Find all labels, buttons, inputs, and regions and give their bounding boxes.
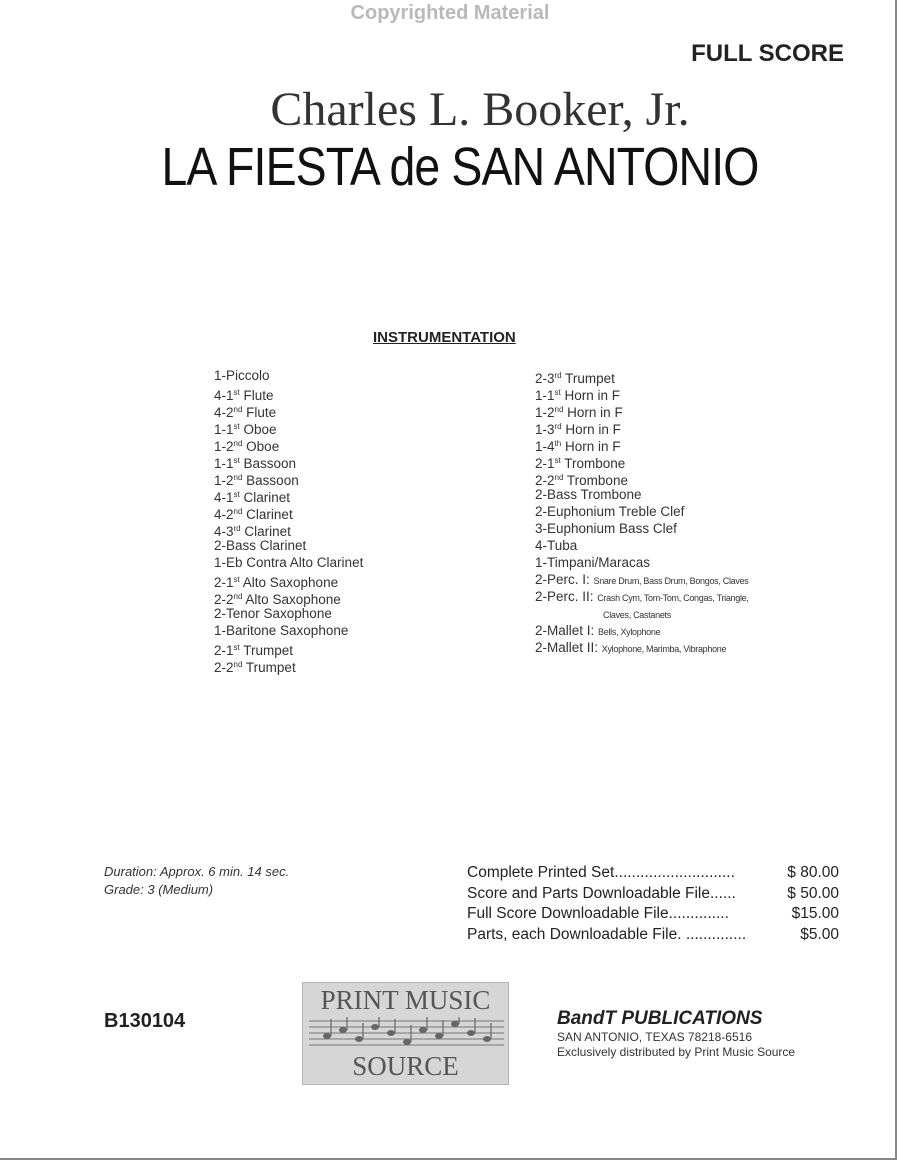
instrument-pre: 1-1	[535, 388, 555, 403]
instrument-sup: rd	[554, 422, 562, 431]
instrument-post: Trumpet	[561, 371, 615, 386]
instrument-sup: th	[554, 439, 562, 448]
publisher-address: SAN ANTONIO, TEXAS 78218-6516	[557, 1030, 752, 1044]
instrument-pre: 2-Bass Clarinet	[214, 538, 307, 553]
instrument-post: Alto Saxophone	[242, 592, 341, 607]
instrument-pre: 4-3	[214, 524, 234, 539]
instrument-pre: 1-Eb Contra Alto Clarinet	[214, 555, 364, 570]
instrument-sup: st	[233, 422, 240, 431]
instrument-sup: st	[233, 456, 240, 465]
instrument-pre: 1-1	[214, 456, 234, 471]
instrument-pre: 2-2	[214, 660, 234, 675]
price-label: Score and Parts Downloadable File......	[467, 884, 736, 902]
instrument-entry	[535, 469, 749, 486]
instrument-entry	[535, 486, 749, 503]
instrument-detail: Crash Cym, Tom-Tom, Congas, Triangle,	[597, 593, 749, 603]
instrument-sup: rd	[554, 371, 562, 380]
instrument-sup: nd	[233, 592, 243, 601]
instrument-entry	[214, 656, 363, 673]
instrument-pre: 2-3	[535, 371, 555, 386]
copyright-watermark: Copyrighted Material	[350, 2, 550, 24]
staff-lines-icon	[309, 1017, 504, 1051]
instrument-entry	[214, 605, 363, 622]
instrument-sup: nd	[554, 473, 564, 482]
instrument-detail: Snare Drum, Bass Drum, Bongos, Claves	[593, 576, 749, 586]
instrument-entry	[535, 367, 749, 384]
instrument-entry	[535, 639, 749, 656]
instrument-post: Horn in F	[560, 388, 621, 403]
price-list	[467, 863, 839, 945]
instrument-pre: 2-1	[535, 456, 555, 471]
score-title: LA FIESTA de SAN ANTONIO	[161, 137, 759, 197]
instrument-post: Horn in F	[561, 439, 621, 454]
print-music-source-logo	[302, 982, 509, 1085]
instrument-entry	[214, 384, 363, 401]
instrument-pre: 4-Tuba	[535, 538, 578, 553]
catalog-number: B130104	[104, 1010, 186, 1032]
instrument-entry	[214, 452, 363, 469]
instrumentation-left-column	[214, 367, 363, 673]
instrument-sup: rd	[233, 524, 241, 533]
instrument-entry	[214, 367, 363, 384]
instrument-post: Oboe	[239, 422, 277, 437]
instrument-sup: st	[233, 490, 240, 499]
instrument-sup: nd	[233, 507, 243, 516]
price-value: $15.00	[791, 905, 839, 922]
instrument-entry	[214, 435, 363, 452]
instrument-post: Trombone	[560, 456, 626, 471]
instrument-sup: nd	[233, 660, 243, 669]
instrument-entry	[535, 554, 749, 571]
instrument-entry	[535, 622, 749, 639]
instrument-entry	[535, 452, 749, 469]
instrument-pre: 1-Timpani/Maracas	[535, 555, 651, 570]
instrument-pre: 2-Perc. II:	[535, 589, 598, 604]
instrument-sup: st	[233, 643, 240, 652]
instrument-pre: 2-2	[214, 592, 234, 607]
publisher-block	[557, 1008, 795, 1060]
instrument-pre: 1-Piccolo	[214, 368, 270, 383]
instrument-sup: st	[233, 388, 240, 397]
logo-text-bottom: SOURCE	[352, 1051, 459, 1081]
instrument-post: Horn in F	[563, 405, 623, 420]
instrument-post: Flute	[239, 388, 274, 403]
instrument-post: Flute	[242, 405, 277, 420]
instrument-entry	[535, 384, 749, 401]
price-row	[467, 904, 839, 925]
publisher-name: BandT PUBLICATIONS	[557, 1008, 763, 1029]
instrumentation-right-column	[535, 367, 749, 656]
instrument-entry	[535, 520, 749, 537]
instrument-entry	[214, 401, 363, 418]
instrument-pre: 2-Euphonium Treble Clef	[535, 504, 685, 519]
instrument-pre: 3-Euphonium Bass Clef	[535, 521, 677, 536]
instrument-entry	[535, 588, 749, 605]
instrument-pre: 1-2	[214, 473, 234, 488]
instrument-entry	[535, 503, 749, 520]
price-value: $ 50.00	[787, 884, 839, 902]
score-info	[104, 863, 289, 899]
instrument-entry	[214, 503, 363, 520]
price-value: $5.00	[800, 925, 839, 943]
instrument-post: Bassoon	[242, 473, 299, 488]
instrument-pre: 1-4	[535, 439, 555, 454]
instrument-entry	[535, 418, 749, 435]
instrument-post: Clarinet	[242, 507, 293, 522]
instrument-sup: nd	[233, 473, 243, 482]
instrument-post: Clarinet	[240, 524, 291, 539]
instrument-sup: st	[554, 388, 561, 397]
instrument-entry	[214, 588, 363, 605]
instrument-pre: 2-1	[214, 643, 234, 658]
instrument-entry	[214, 639, 363, 656]
price-row	[467, 884, 839, 905]
instrument-post: Trumpet	[242, 660, 296, 675]
instrument-detail: Claves, Castanets	[603, 610, 671, 620]
price-value: $ 80.00	[787, 864, 839, 881]
instrument-pre: 1-Baritone Saxophone	[214, 623, 349, 638]
distribution-note: Exclusively distributed by Print Music Source	[557, 1045, 796, 1059]
instrument-sup: nd	[554, 405, 564, 414]
grade-text: Grade: 3 (Medium)	[104, 882, 214, 897]
instrument-post: Bassoon	[239, 456, 297, 471]
instrument-entry	[535, 401, 749, 418]
price-row	[467, 925, 839, 946]
instrument-post: Trombone	[563, 473, 628, 488]
instrument-post: Trumpet	[239, 643, 294, 658]
instrument-entry	[214, 571, 363, 588]
instrument-pre: 2-Bass Trombone	[535, 487, 642, 502]
instrument-entry	[214, 520, 363, 537]
instrument-entry	[535, 571, 749, 588]
instrument-pre: 4-1	[214, 388, 234, 403]
instrument-pre: 1-2	[214, 439, 234, 454]
instrument-sup: st	[554, 456, 561, 465]
instrument-pre: 2-2	[535, 473, 555, 488]
instrument-entry	[214, 469, 363, 486]
instrument-pre: 1-1	[214, 422, 234, 437]
instrument-sup: st	[233, 575, 240, 584]
instrument-entry	[535, 435, 749, 452]
instrument-pre: 1-3	[535, 422, 555, 437]
price-row	[467, 863, 839, 884]
full-score-label: FULL SCORE	[691, 40, 844, 67]
instrument-pre: 2-Mallet II:	[535, 640, 602, 655]
instrument-pre: 2-Mallet I:	[535, 623, 599, 638]
logo-text-top: PRINT MUSIC	[320, 985, 491, 1015]
instrument-pre: 4-2	[214, 405, 234, 420]
instrument-pre: 2-Tenor Saxophone	[214, 606, 332, 621]
price-label: Complete Printed Set............................	[467, 864, 735, 881]
instrument-post: Oboe	[242, 439, 280, 454]
instrument-entry	[214, 486, 363, 503]
instrument-pre: 1-2	[535, 405, 555, 420]
instrument-detail: Xylophone, Marimba, Vibraphone	[601, 644, 727, 654]
instrument-post: Clarinet	[239, 490, 291, 505]
price-label: Parts, each Downloadable File. ..............	[467, 925, 747, 943]
instrumentation-heading: INSTRUMENTATION	[373, 329, 516, 346]
instrument-pre: 2-Perc. I:	[535, 572, 594, 587]
price-label: Full Score Downloadable File..............	[467, 905, 729, 922]
instrument-entry	[535, 605, 749, 622]
instrument-entry	[214, 554, 363, 571]
instrument-sup: nd	[233, 405, 243, 414]
duration-text: Duration: Approx. 6 min. 14 sec.	[104, 864, 290, 879]
instrument-entry	[214, 622, 363, 639]
composer-name: Charles L. Booker, Jr.	[270, 83, 690, 136]
instrument-pre: 4-1	[214, 490, 234, 505]
instrument-post: Horn in F	[561, 422, 621, 437]
instrument-pre: 4-2	[214, 507, 234, 522]
instrument-entry	[214, 537, 363, 554]
instrument-sup: nd	[233, 439, 243, 448]
instrument-entry	[535, 537, 749, 554]
instrument-detail: Bells, Xylophone	[598, 627, 661, 637]
instrument-post: Alto Saxophone	[239, 575, 339, 590]
instrument-entry	[214, 418, 363, 435]
instrument-pre: 2-1	[214, 575, 234, 590]
